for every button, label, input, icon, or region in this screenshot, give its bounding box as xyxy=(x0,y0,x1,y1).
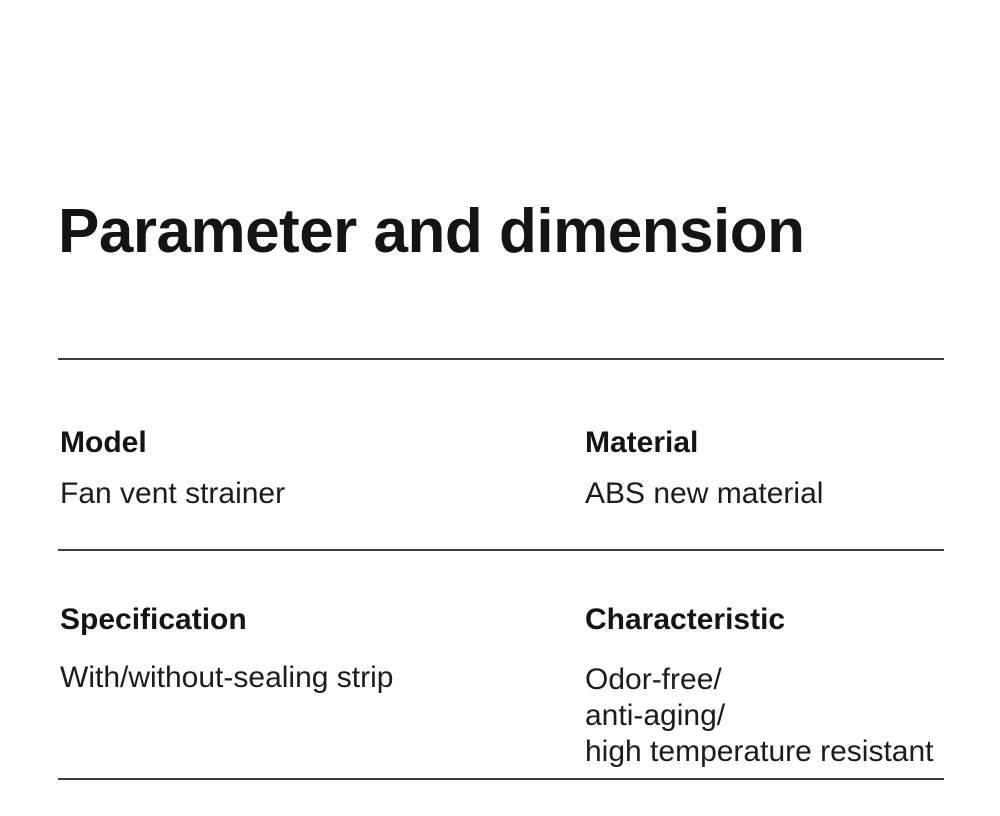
section-divider-bottom xyxy=(58,778,944,780)
field-label-model: Model xyxy=(60,426,147,459)
field-value-model: Fan vent strainer xyxy=(60,477,286,510)
characteristic-line-2: anti-aging/ xyxy=(585,699,726,732)
field-value-specification: With/without-sealing strip xyxy=(60,661,394,694)
page-title: Parameter and dimension xyxy=(58,197,805,266)
field-value-characteristic xyxy=(585,662,934,770)
field-label-specification: Specification xyxy=(60,603,247,636)
field-value-material: ABS new material xyxy=(585,477,824,510)
characteristic-line-3: high temperature resistant xyxy=(585,735,934,768)
field-label-material: Material xyxy=(585,426,699,459)
field-label-characteristic: Characteristic xyxy=(585,603,786,636)
section-divider-top xyxy=(58,358,944,360)
section-divider-middle xyxy=(58,549,944,551)
characteristic-line-1: Odor-free/ xyxy=(585,663,722,696)
